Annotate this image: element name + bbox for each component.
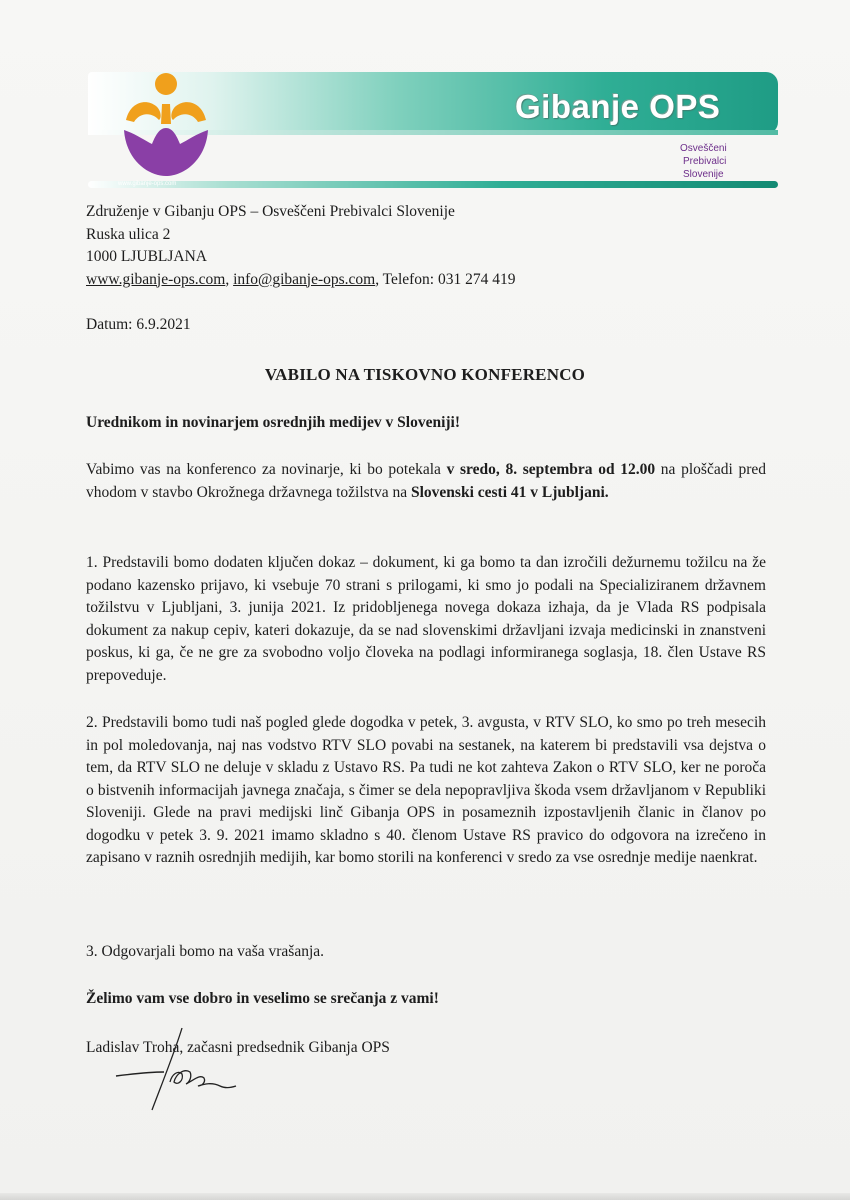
intro-text: na ploščadi pred vhodom v stavbo Okrožnega državnega tožilstva na	[86, 461, 766, 501]
brand-name: Gibanje OPS	[515, 88, 721, 125]
point-3: 3. Odgovarjali bomo na vaša vrašanja.	[86, 943, 325, 960]
sender-address	[86, 201, 766, 291]
point-2: 2. Predstavili bomo tudi naš pogled glede dogodka v petek, 3. avgusta, v RTV SLO, ko smo po treh mesecih in pol moledovanja, naj nas vodstvo RTV SLO povabi na sestanek, na katerem bi predstavili vsa dejstva o tem, da RTV SLO ne deluje v skladu z Ustavo RS. Pa tudi ne kot zahteva Zakon o RTV SLO, ker ne poroča o bistvenih informacijah javnega značaja, s čimer se dela nepopravljiva škoda vsem državljanom v Republiki Sloveniji. Glede na pravi medijski linč Gibanja OPS in posameznih izpostavljenih članic in članov po dogodku v petek 3. 9. 2021 imamo skladno s 40. členom Ustave RS pravico do odgovora na izrečeno in zapisano v raznih osrednjih medijih, kar bomo storili na konferenci v sredo za vse osrednje medije naenkrat.	[86, 714, 766, 866]
signature-icon	[112, 1024, 252, 1114]
letterhead-url: www.gibanje-ops.com	[118, 181, 177, 187]
signatory: Ladislav Troha, začasni predsednik Gibanja OPS	[86, 1039, 390, 1056]
gibanje-logo-icon	[116, 68, 216, 180]
brand-tagline	[680, 142, 727, 181]
point-1: 1. Predstavili bomo dodaten ključen dokaz – dokument, ki ga bomo ta dan izročili dežurnemu tožilcu na že podano kazensko prijavo, ki vsebuje 70 strani s prilogami, ki smo jo podali na Specializiranem državnem tožilstvu v Ljubljani, 3. junija 2021. Iz pridobljenega novega dokaza izhaja, da je Vlada RS podpisala dokument za nakup cepiv, kateri dokazuje, da se nad slovenskimi državljani izvaja medicinski in znanstveni poskus, ki ga, če ne gre za svobodno voljo človeka na podlagi informiranega soglasja, 18. člen Ustave RS prepoveduje.	[86, 554, 766, 684]
email-link[interactable]: info@gibanje-ops.com	[233, 270, 376, 288]
letter-date: Datum: 6.9.2021	[86, 316, 191, 333]
page-title: VABILO NA TISKOVNO KONFERENCO	[264, 365, 586, 384]
sender-organization: Združenje v Gibanju OPS – Osveščeni Prebivalci Slovenije	[86, 203, 455, 220]
addressee: Urednikom in novinarjem osrednjih medijev v Sloveniji!	[86, 414, 461, 431]
letterhead	[0, 0, 850, 200]
tagline-line: Prebivalci	[683, 156, 727, 167]
tagline-line: Osveščeni	[680, 143, 727, 154]
intro-location: Slovenski cesti 41 v Ljubljani.	[410, 483, 609, 501]
website-link[interactable]: www.gibanje-ops.com	[86, 270, 226, 288]
sender-city: 1000 LJUBLJANA	[86, 248, 207, 265]
intro-date: v sredo, 8. septembra od 12.00	[446, 461, 656, 478]
scan-edge	[0, 1193, 850, 1200]
sender-street: Ruska ulica 2	[86, 225, 171, 243]
sender-phone: , Telefon: 031 274 419	[375, 270, 516, 288]
intro-paragraph	[86, 459, 766, 504]
tagline-line: Slovenije	[683, 169, 724, 180]
letterhead-bottom-bar	[88, 181, 778, 188]
sender-contacts: www.gibanje-ops.com, info@gibanje-ops.com, Telefon: 031 274 419	[86, 270, 516, 288]
intro-text: Vabimo vas na konferenco za novinarje, ki bo potekala	[86, 461, 447, 478]
closing-line: Želimo vam vse dobro in veselimo se srečanja z vami!	[86, 990, 439, 1007]
